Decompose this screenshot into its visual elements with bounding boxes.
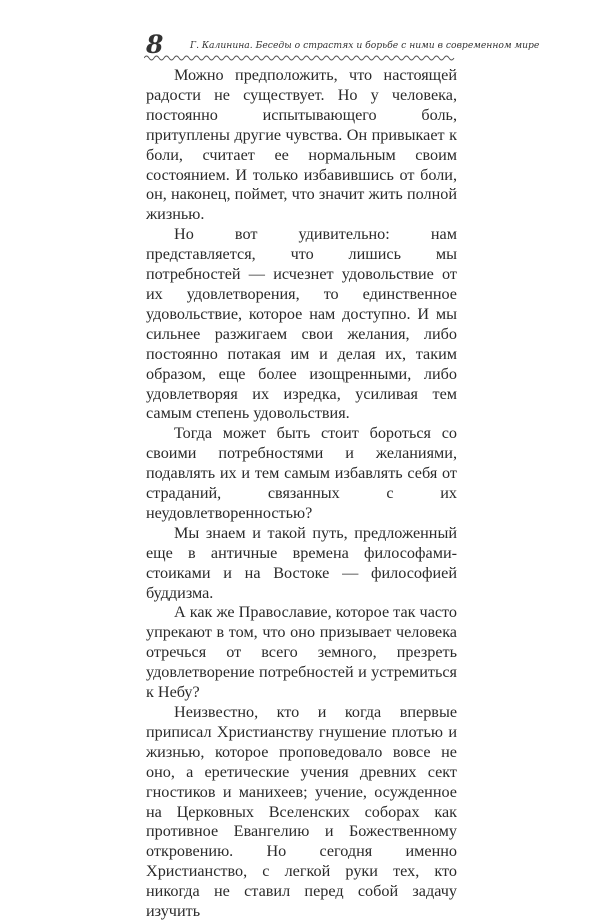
paragraph: Тогда может быть стоит бороться со своими потребностями и желаниями, подавлять их и тем самым избавлять себя от страданий, связанных с их неудовлетворенностью? <box>146 424 457 522</box>
header-wave-divider <box>144 54 456 62</box>
paragraph: Неизвестно, кто и когда впервые приписал Христианству гнушение плотью и жизнью, которое проповедовало вовсе не оно, а еретические учения древних сект гностиков и манихеев; учение, осужденное на Церковных Вселенских соборах как противное Евангелию и Божественному откровению. Но сегодня именно Христианство, с легкой руки тех, кто никогда не ставил перед собой задачу изучить <box>146 703 457 921</box>
paragraph: Но вот удивительно: нам представляется, что лишись мы потребностей — исчезнет удовольствие от их удовлетворения, то единственное удовольствие, которое нам доступно. И мы сильнее разжигаем свои желания, либо постоянно потакая им и делая их, таким образом, еще более изощренными, либо удовлетворяя их изредка, усиливая тем самым степень удовольствия. <box>146 225 457 423</box>
paragraph: А как же Православие, которое так часто упрекают в том, что оно призывает человека отречься от всего земного, презреть удовлетворение потребностей и устремиться к Небу? <box>146 603 458 702</box>
paragraph: Мы знаем и такой путь, предложенный еще в античные времена философами-стоиками и на Востоке — философией буддизма. <box>146 523 457 602</box>
paragraph: Можно предположить, что настоящей радости не существует. Но у человека, постоянно испытывающего боль, притуплены другие чувства. Он привыкает к боли, считает ее нормальным своим состоянием. И только избавившись от боли, он, наконец, поймет, что значит жить полной жизнью. <box>146 66 457 224</box>
body-text <box>146 66 457 922</box>
running-header: Г. Калинина. Беседы о страстях и борьбе с ними в современном мире <box>190 40 540 51</box>
page-number: 8 <box>146 30 164 59</box>
